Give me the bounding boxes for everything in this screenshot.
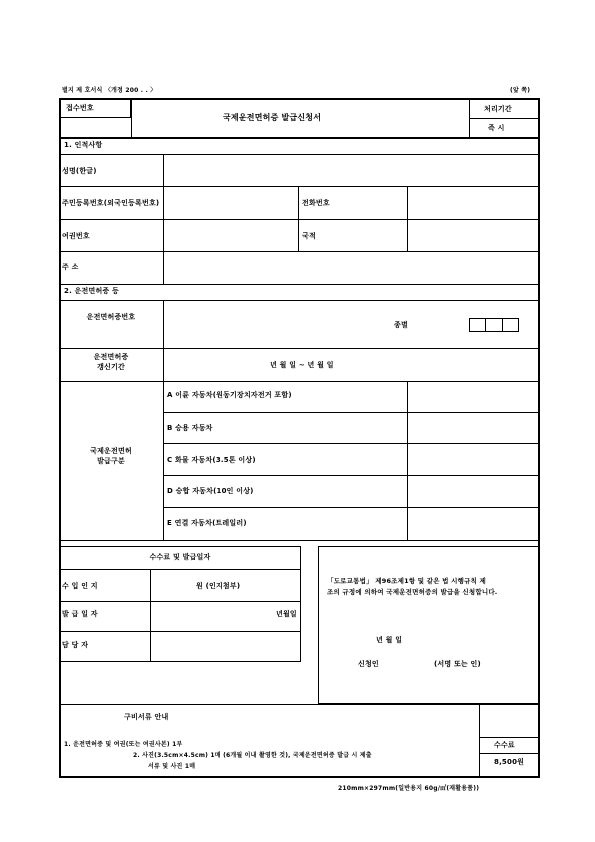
rrn-label: 주민등록번호(외국인등록번호) bbox=[62, 199, 160, 207]
fee-value: 8,500원 bbox=[494, 758, 525, 766]
passport-label: 여권번호 bbox=[62, 232, 90, 240]
nationality-label: 국적 bbox=[302, 232, 316, 240]
form-number-note: 별지 제 호서식 〈개정 200 . . 〉 bbox=[62, 87, 157, 94]
docs-line-3: 서류 및 사진 1매 bbox=[148, 763, 196, 770]
option-e: E 연결 자동차(트레일러) bbox=[167, 519, 247, 527]
statement-date: 년 월 일 bbox=[376, 636, 403, 644]
intl-label: 국제운전면허 bbox=[90, 447, 132, 455]
address-label: 주 소 bbox=[62, 263, 79, 271]
stamp-value: 원 (인지첨부) bbox=[196, 582, 241, 590]
officer-label: 담 당 자 bbox=[62, 641, 89, 649]
page-title: 국제운전면허증 발급신청서 bbox=[223, 113, 322, 122]
validity-label: 운전면허증 bbox=[93, 353, 129, 361]
page-side-note: (앞 쪽) bbox=[510, 87, 531, 94]
docs-line-1: 1. 운전면허증 및 여권(또는 여권사본) 1부 bbox=[64, 741, 183, 748]
sign-label: (서명 또는 인) bbox=[434, 660, 481, 668]
name-label: 성명(한글) bbox=[62, 167, 97, 175]
stamp-label: 수 입 인 지 bbox=[62, 582, 98, 590]
form-no-label: 접수번호 bbox=[66, 104, 94, 112]
statement-line-2: 조의 규정에 의하여 국제운전면허증의 발급을 신청합니다. bbox=[327, 588, 498, 596]
statement-line-1: 「도로교통법」 제96조제1항 및 같은 법 시행규칙 제 bbox=[327, 577, 486, 585]
validity-dates: 년 월 일 ~ 년 월 일 bbox=[270, 361, 334, 369]
fee-heading: 수수료 및 발급일자 bbox=[149, 553, 211, 561]
option-d: D 승합 자동차(10인 이상) bbox=[167, 487, 254, 495]
docs-heading: 구비서류 안내 bbox=[124, 713, 169, 721]
option-b: B 승용 자동차 bbox=[167, 424, 213, 432]
license-type-boxes[interactable] bbox=[469, 318, 519, 332]
option-c: C 화물 자동차(3.5톤 이상) bbox=[167, 456, 256, 464]
statement-box bbox=[318, 546, 540, 704]
intl-sub: 발급구분 bbox=[97, 457, 125, 465]
docs-line-2: 2. 사진(3.5cm×4.5cm) 1매 (6개월 이내 촬영한 것), 국제운전면허증 발급 시 제출 bbox=[133, 752, 372, 759]
license-no-label: 운전면허증번호 bbox=[86, 313, 136, 321]
applicant-label: 신청인 bbox=[358, 660, 379, 668]
period-label: 처리기간 bbox=[484, 105, 512, 113]
issue-date-value: 년월일 bbox=[276, 610, 297, 618]
license-type-label: 종별 bbox=[394, 321, 408, 329]
fee-box bbox=[59, 546, 301, 662]
section1-heading: 1. 인적사항 bbox=[64, 141, 103, 149]
period-value: 즉 시 bbox=[488, 124, 505, 132]
section2-heading: 2. 운전면허증 등 bbox=[64, 287, 119, 295]
issue-date-label: 발 급 일 자 bbox=[62, 610, 98, 618]
validity-sub: 갱신기간 bbox=[97, 363, 125, 371]
fee-label: 수수료 bbox=[494, 741, 515, 749]
phone-label: 전화번호 bbox=[302, 199, 330, 207]
option-a: A 이륜 자동차(원동기장치자전거 포함) bbox=[167, 391, 292, 399]
paper-spec: 210mm×297mm(일반용지 60g/㎡(재활용품)) bbox=[338, 785, 480, 792]
